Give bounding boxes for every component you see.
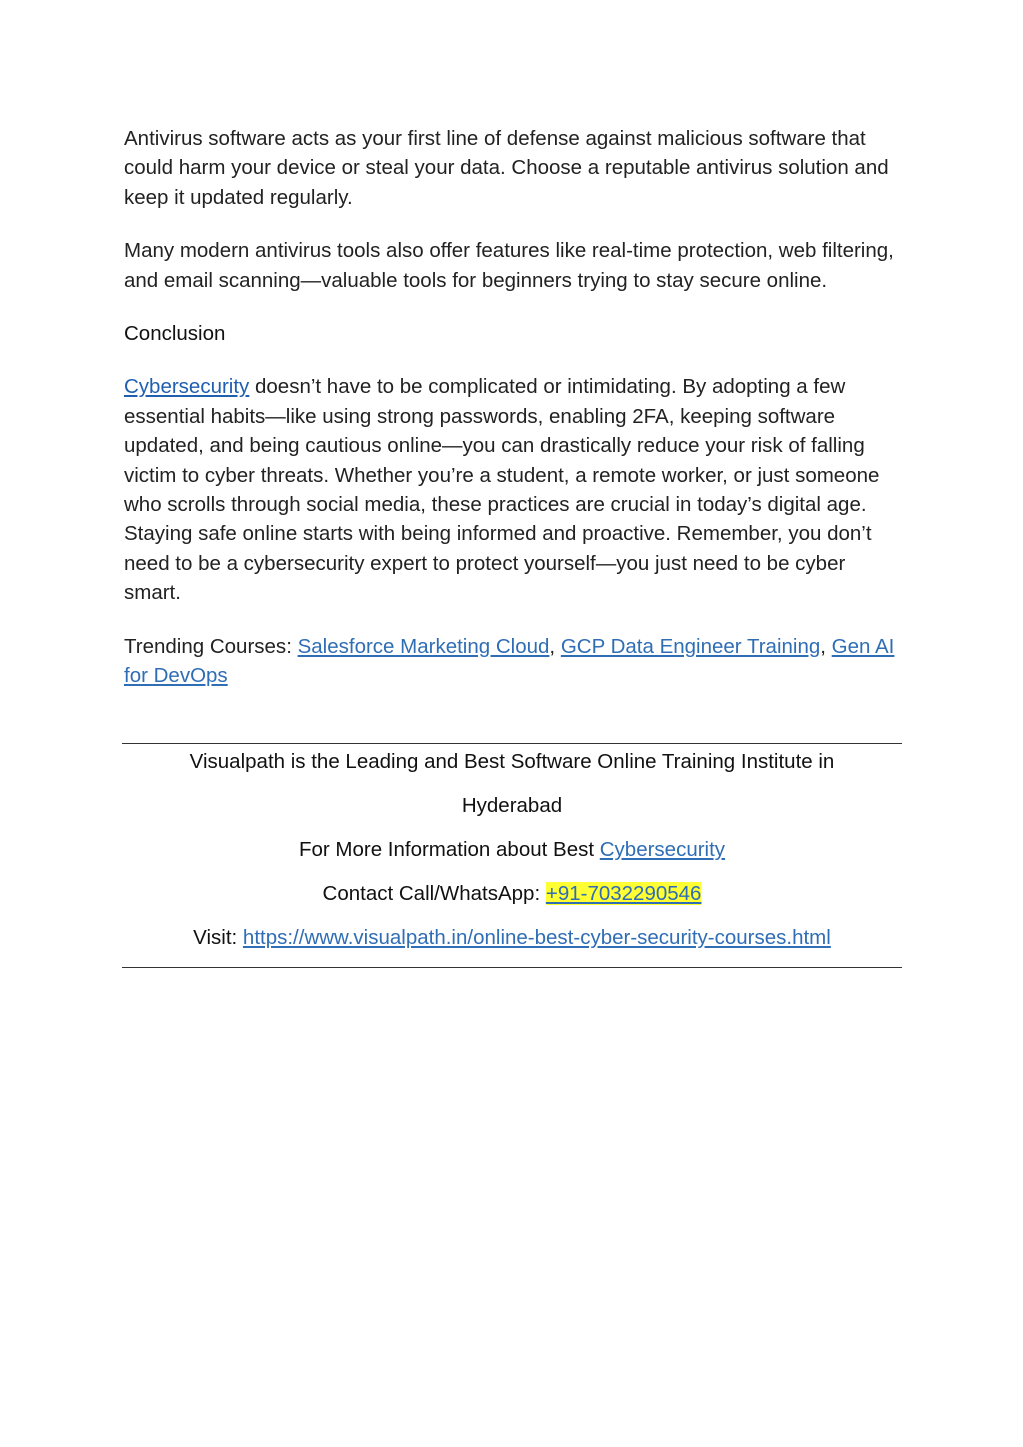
conclusion-heading: Conclusion bbox=[124, 322, 226, 346]
footer-contact-prefix: Contact Call/WhatsApp: bbox=[322, 882, 546, 905]
footer-contact-box bbox=[122, 743, 902, 968]
footer-cybersecurity-link[interactable]: Cybersecurity bbox=[599, 838, 726, 861]
antivirus-features-paragraph: Many modern antivirus tools also offer features like real-time protection, web filtering, and email scanning—valuable tools for beginners trying to stay secure online. bbox=[124, 239, 894, 292]
footer-info-prefix: For More Information about Best bbox=[298, 838, 600, 861]
course-link-gcp[interactable]: GCP Data Engineer Training bbox=[560, 634, 821, 658]
footer-visit-prefix: Visit: bbox=[193, 926, 243, 949]
course-separator: , bbox=[820, 634, 832, 658]
footer-institute-line: Visualpath is the Leading and Best Software Online Training Institute in bbox=[189, 750, 835, 773]
footer-info-line bbox=[122, 835, 902, 864]
trending-colon: : bbox=[286, 634, 298, 658]
conclusion-paragraph bbox=[124, 372, 899, 607]
document-content bbox=[124, 124, 899, 715]
trending-courses-label: Trending Courses bbox=[124, 634, 287, 658]
course-separator: , bbox=[549, 634, 561, 658]
conclusion-text: doesn’t have to be complicated or intimidating. By adopting a few essential habits—like using strong passwords, enabling 2FA, keeping software updated, and being cautious online—you can drastically reduce your risk of falling victim to cyber threats. Whether you’re a student, a remote worker, or just someone who scrolls through social media, these practices are crucial in today’s digital age. Staying safe online starts with being informed and proactive. Remember, you don’t need to be a cybersecurity expert to protect yourself—you just need to be cyber smart. bbox=[124, 375, 880, 605]
visualpath-url-link[interactable]: https://www.visualpath.in/online-best-cyber-security-courses.html bbox=[242, 926, 831, 949]
cybersecurity-link[interactable]: Cybersecurity bbox=[124, 375, 250, 399]
phone-link[interactable]: +91-7032290546 bbox=[545, 882, 702, 905]
footer-visit-line bbox=[122, 923, 902, 952]
course-link-genai[interactable]: Gen AI for DevOps bbox=[124, 634, 895, 688]
footer-city-line: Hyderabad bbox=[461, 794, 563, 817]
antivirus-paragraph: Antivirus software acts as your first line of defense against malicious software that could harm your device or steal your data. Choose a reputable antivirus solution and keep it updated regularly. bbox=[124, 127, 889, 209]
footer-contact-line bbox=[122, 879, 902, 908]
course-link-salesforce[interactable]: Salesforce Marketing Cloud bbox=[297, 634, 550, 658]
trending-courses bbox=[124, 632, 899, 691]
